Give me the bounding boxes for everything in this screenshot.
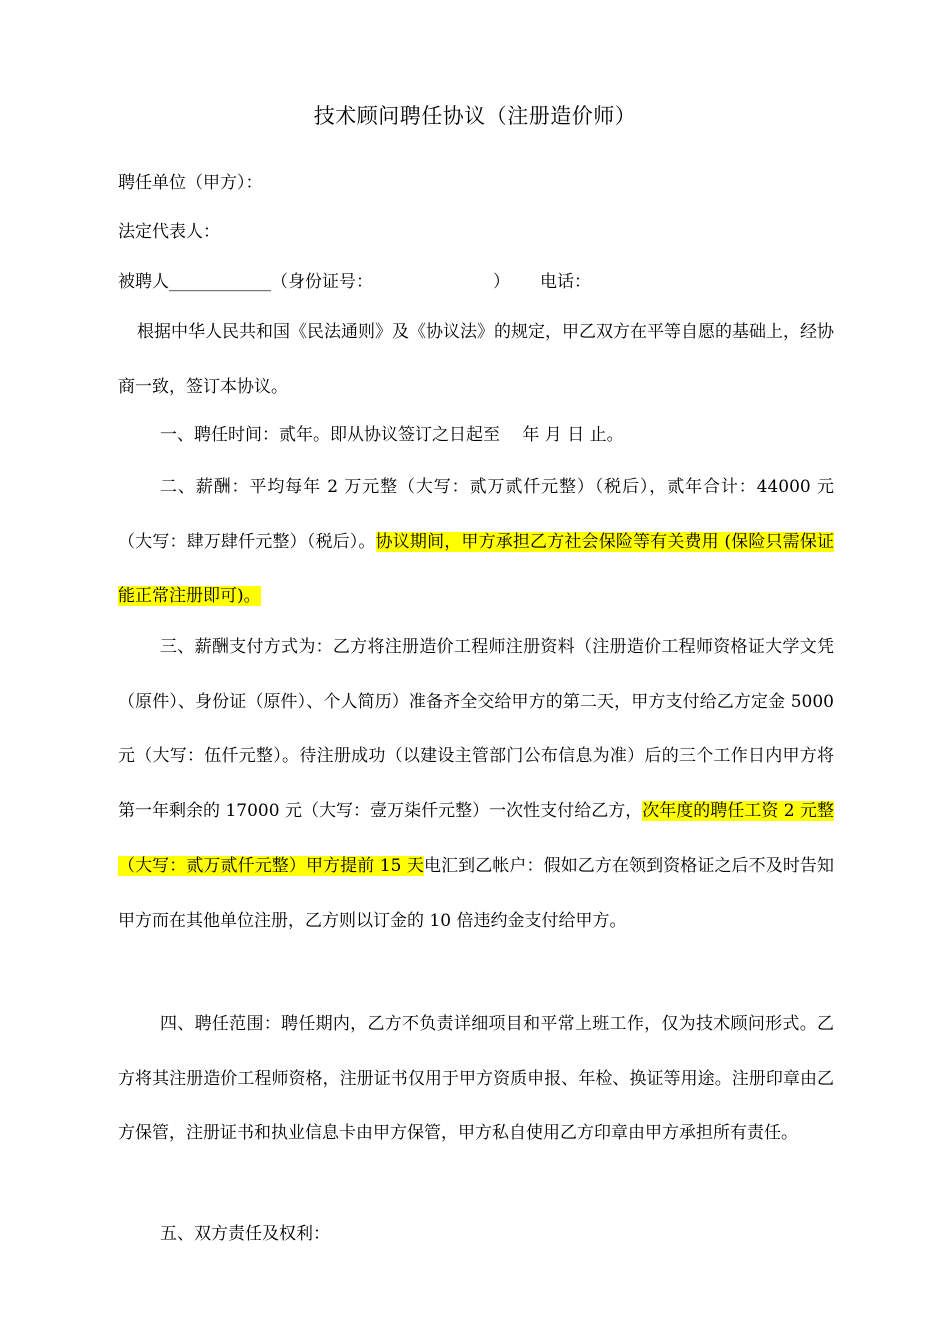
- phone-label: 电话：: [540, 272, 591, 292]
- employee-name-blank: ____________: [169, 272, 271, 292]
- clause-3-text-before: 三、薪酬支付方式为：乙方将注册造价工程师注册资料（注册造价工程师资格证大学文凭（原件）、身份证（原件）、个人简历）准备齐全交给甲方的第二天，甲方支付给乙方定金 5000 元（大写：伍仟元整）。待注册成功（以建设主管部门公布信息为准）后的三个工作日内甲方将第一年剩余的 17000 元（大写：壹万柒仟元整）一次性支付给乙方，: [118, 637, 834, 822]
- clause-1-term: 一、聘任时间：贰年。即从协议签订之日起至 年 月 日 止。: [160, 425, 624, 445]
- clause-2-text: 二、薪酬：平均每年 2 万元整（大写：贰万贰仟元整）（税后），贰年合计：44000 元（大写：肆万肆仟元整）（税后）。: [118, 477, 834, 552]
- employee-line: [118, 270, 591, 294]
- clause-2-highlight: 协议期间，甲方承担乙方社会保险等有关费用 (保险只需保证能正常注册即可)。: [118, 531, 834, 607]
- employer-label: 聘任单位（甲方）：: [118, 173, 263, 193]
- id-number-label: （身份证号：: [271, 272, 373, 292]
- clause-3-highlight: 次年度的聘任工资 2 元整（大写：贰万贰仟元整）甲方提前 15 天: [118, 801, 835, 876]
- clause-3-text-after: 电汇到乙帐户：假如乙方在领到资格证之后不及时告知甲方而在其他单位注册，乙方则以订金的 10 倍违约金支付给甲方。: [118, 855, 834, 931]
- clause-3-payment: [118, 620, 834, 948]
- document-title: 技术顾问聘任协议（注册造价师）: [313, 104, 637, 128]
- intro-paragraph: 根据中华人民共和国《民法通则》及《协议法》的规定，甲乙双方在平等自愿的基础上，经协商一致，签订本协议。: [118, 322, 834, 397]
- employee-label: 被聘人: [118, 272, 169, 292]
- clause-5-heading: 五、双方责任及权利：: [160, 1224, 330, 1244]
- legal-representative-label: 法定代表人：: [118, 222, 220, 242]
- clause-2-salary: [118, 460, 834, 624]
- clause-4-scope: 四、聘任范围：聘任期内，乙方不负责详细项目和平常上班工作，仅为技术顾问形式。乙方将其注册造价工程师资格，注册证书仅用于甲方资质申报、年检、换证等用途。注册印章由乙方保管，注册证书和执业信息卡由甲方保管，甲方私自使用乙方印章由甲方承担所有责任。: [118, 1014, 834, 1144]
- id-number-close: ）: [493, 272, 510, 292]
